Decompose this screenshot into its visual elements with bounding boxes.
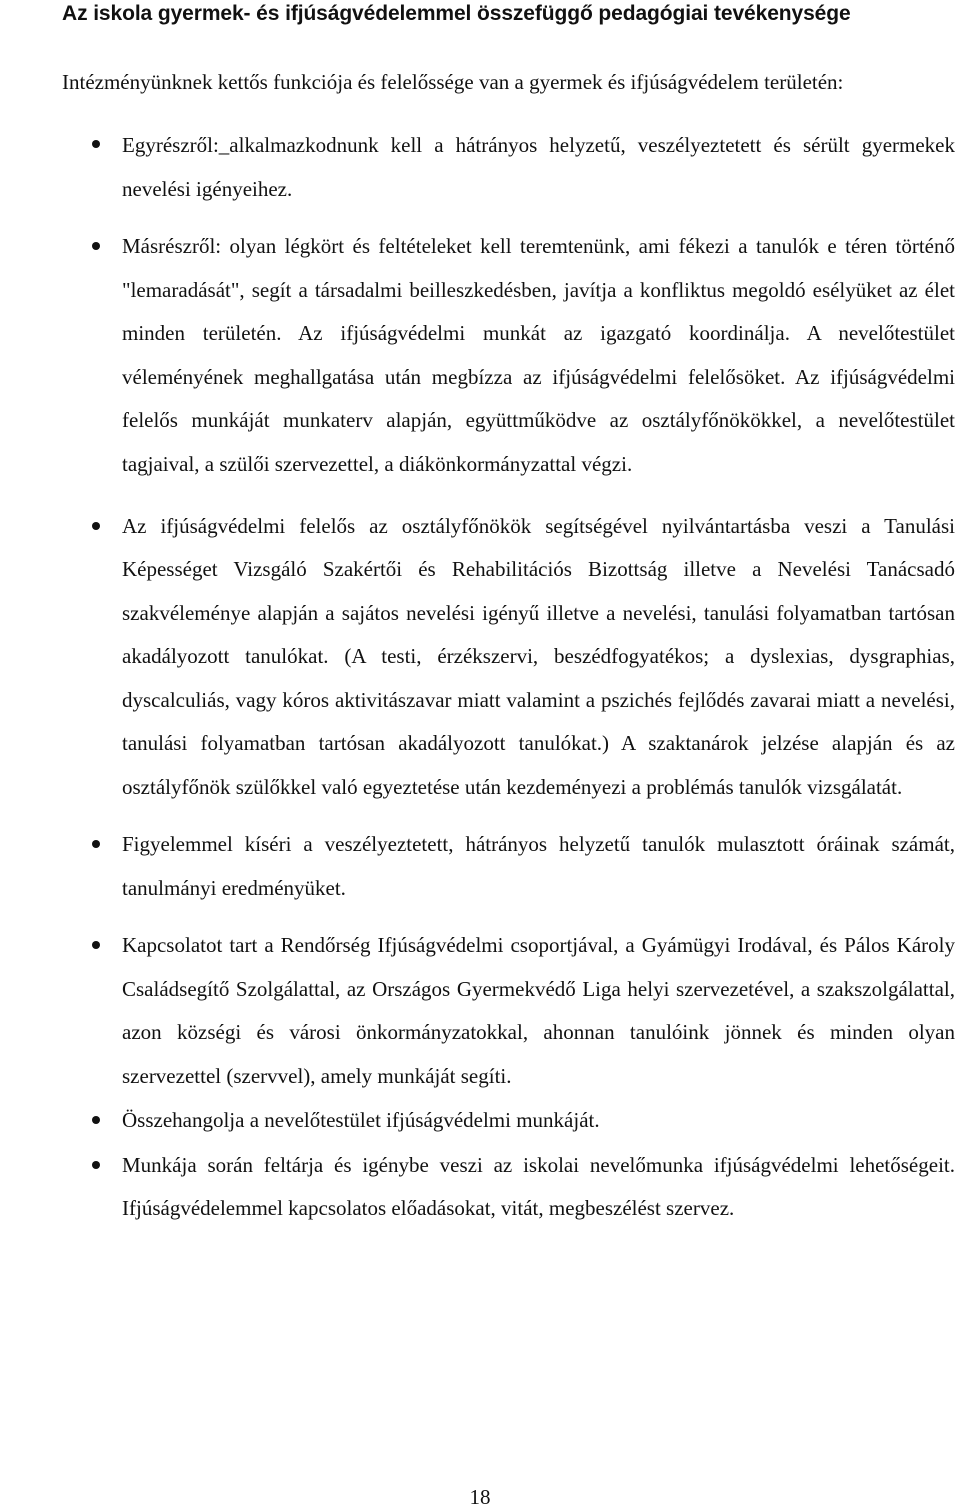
bullet-icon [92, 242, 100, 250]
list-item [122, 823, 955, 910]
list-item [122, 123, 955, 211]
bullet-icon [92, 1161, 100, 1169]
list-item [122, 225, 955, 487]
list-item-text: Másrészről: olyan légkört és feltételeket kell teremtenünk, ami fékezi a tanulók e téren történő "lemaradását", segít a társadalmi beilleszkedésben, javítja a konfliktus megoldó esélyüket az élet minden területén. Az ifjúságvédelmi munkát az igazgató koordinálja. A nevelőtestület véleményének meghallgatása után megbízza az ifjúságvédelmi felelősöket. Az ifjúságvédelmi felelős munkáját munkaterv alapján, együttműködve az osztályfőnökökkel, a nevelőtestület tagjaival, a szülői szervezettel, a diákönkormányzattal végzi. [122, 234, 955, 476]
list-item-text: Egyrészről:_alkalmazkodnunk kell a hátrányos helyzetű, veszélyeztetett és sérült gyermekek nevelési igényeihez. [122, 133, 955, 201]
page-number: 18 [469, 1485, 491, 1509]
bullet-icon [92, 941, 100, 949]
list-item [122, 505, 955, 810]
bullet-icon [92, 140, 100, 148]
list-item-text: Az ifjúságvédelmi felelős az osztályfőnökök segítségével nyilvántartásba veszi a Tanulási Képességet Vizsgáló Szakértői és Rehabilitációs Bizottság illetve a Nevelési Tanácsadó szakvéleménye alapján a sajátos nevelési igényű illetve a nevelési, tanulási folyamatban tartósan akadályozott tanulókat. (A testi, érzékszervi, beszédfogyatékos; a dyslexias, dysgraphias, dyscalculiás, vagy kóros aktivitászavar miatt valamint a pszichés fejlődés zavarai miatt a nevelési, tanulási folyamatban tartósan akadályozott tanulókat.) A szaktanárok jelzése alapján és az osztályfőnök szülőkkel való egyeztetése után kezdeményezi a problémás tanulók vizsgálatát. [122, 513, 955, 799]
list-item-text: Összehangolja a nevelőtestület ifjúságvédelmi munkáját. [122, 1108, 600, 1133]
bullet-icon [92, 1116, 100, 1124]
list-item-text: Figyelemmel kíséri a veszélyeztetett, hátrányos helyzetű tanulók mulasztott óráinak számát, tanulmányi eredményüket. [122, 832, 955, 900]
list-item [122, 1144, 955, 1231]
bullet-list [0, 123, 960, 1231]
list-item [122, 924, 955, 1098]
list-item-text: Kapcsolatot tart a Rendőrség Ifjúságvédelmi csoportjával, a Gyámügyi Irodával, és Pálos Károly Családsegítő Szolgálattal, az Országos Gyermekvédő Liga helyi szervezetével, a szakszolgálattal, azon községi és városi önkormányzatokkal, ahonnan tanulóink jönnek és minden olyan szervezettel (szervvel), amely munkáját segíti. [122, 933, 955, 1088]
bullet-icon [92, 840, 100, 848]
bullet-icon [92, 522, 100, 530]
list-item [122, 1099, 955, 1143]
intro-paragraph: Intézményünknek kettős funkciója és felelőssége van a gyermek és ifjúságvédelem területén: [62, 70, 844, 94]
list-item-text: Munkája során feltárja és igénybe veszi az iskolai nevelőmunka ifjúságvédelmi lehetőségeit. Ifjúságvédelemmel kapcsolatos előadásokat, vitát, megbeszélést szervez. [122, 1152, 955, 1221]
section-heading: Az iskola gyermek- és ifjúságvédelemmel összefüggő pedagógiai tevékenysége [62, 2, 851, 25]
